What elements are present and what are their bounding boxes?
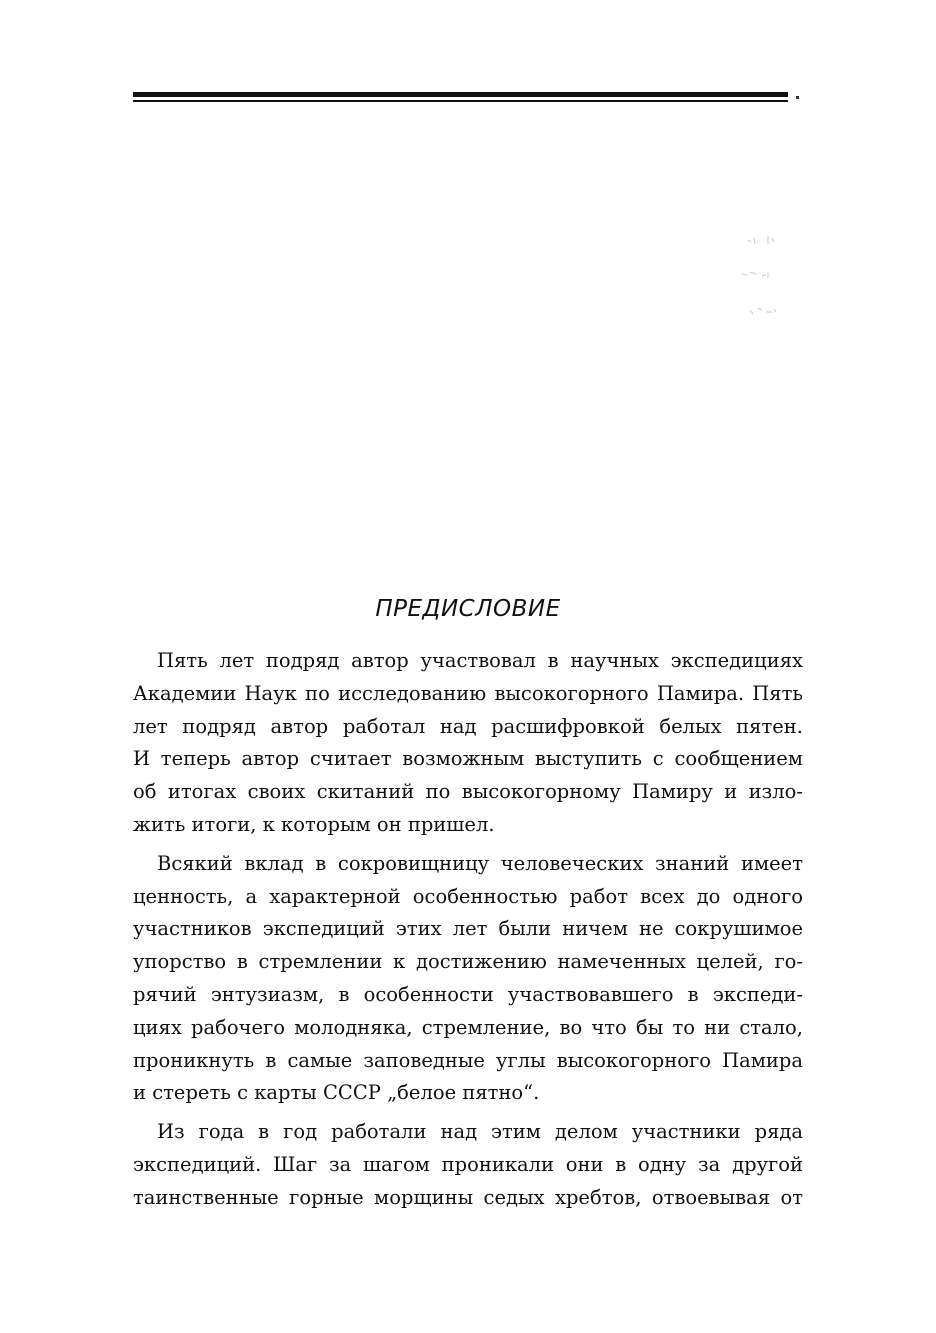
text-line: Из года в год работали над этим делом участники ряда [157,1120,803,1144]
text-line: жить итоги, к которым он пришел. [133,812,495,836]
paragraph-3 [133,1116,803,1214]
text-line: лет подряд автор работал над расшифровкой белых пятен. [133,714,803,738]
paragraph-1 [133,645,803,842]
text-line: циях рабочего молодняка, стремление, во что бы то ни стало, [133,1015,803,1039]
text-line: упорство в стремлении к достижению намеченных целей, го- [133,950,803,974]
text-line: Пять лет подряд автор участвовал в научных экспедициях [157,649,803,672]
page-heading: ПРЕДИСЛОВИЕ [375,596,561,622]
text-line: экспедиций. Шаг за шагом проникали они в одну за другой [133,1152,803,1176]
text-line: И теперь автор считает возможным выступить с сообщением [133,747,803,771]
text-line: Академии Наук по исследованию высокогорного Памира. Пять [133,681,803,705]
text-line: Всякий вклад в сокровищницу человеческих знаний имеет [157,851,803,875]
header-rule-dot [796,96,799,99]
text-line: и стереть с карты СССР „белое пятно“. [133,1081,540,1105]
text-line: ценность, а характерной особенностью работ всех до одного [133,884,803,908]
paragraph-2 [133,848,803,1110]
header-rule-thin [133,100,788,102]
bleed-through-marks [738,232,798,332]
text-line: рячий энтузиазм, в особенности участвовавшего в экспеди- [133,982,803,1006]
text-line: участников экспедиций этих лет были ничем не сокрушимое [133,917,803,941]
header-rule-thick [133,92,788,97]
text-line: об итогах своих скитаний по высокогорному Памиру и изло- [133,780,803,804]
text-line: таинственные горные морщины седых хребтов, отвоевывая от [133,1185,803,1209]
body-text [133,645,803,1221]
text-line: проникнуть в самые заповедные углы высокогорного Памира [133,1048,803,1072]
